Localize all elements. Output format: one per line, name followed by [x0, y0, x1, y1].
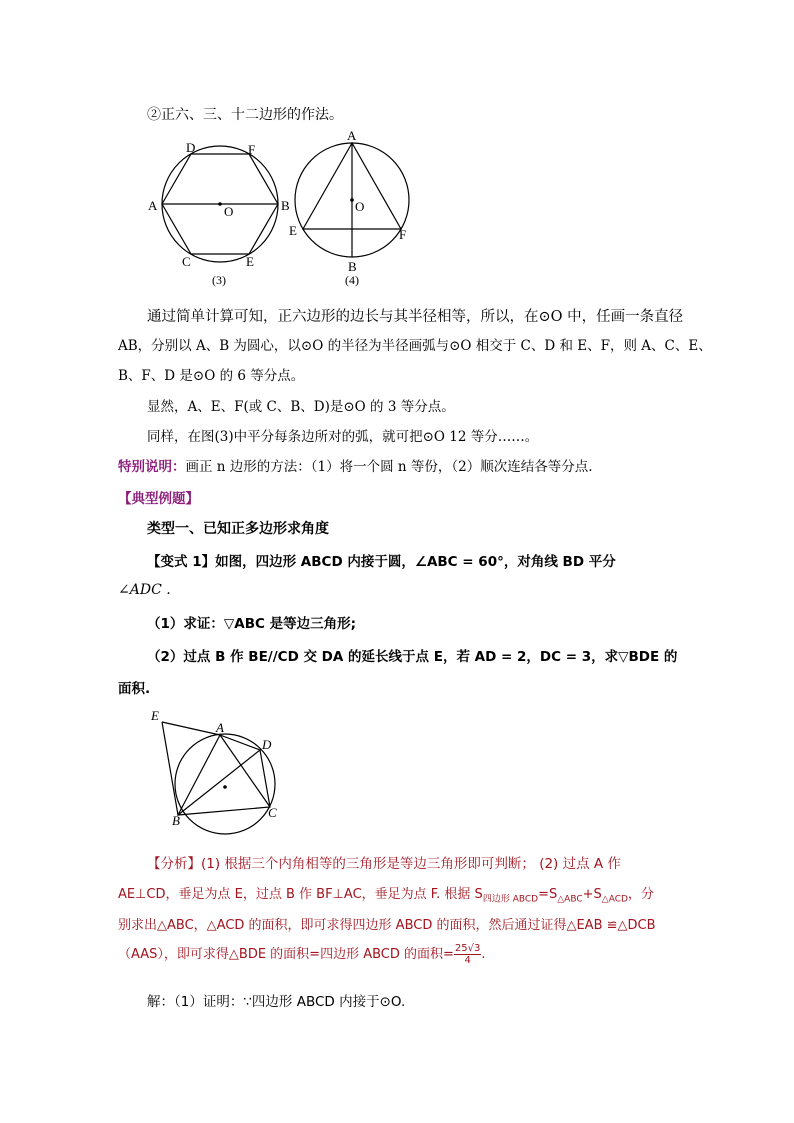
variant-line: 【变式 1】如图，四边形 ABCD 内接于圆，∠ABC = 60°，对角线 BD 平分: [147, 554, 616, 570]
fraction-denominator: 4: [464, 955, 471, 966]
example-label-C: C: [268, 805, 277, 820]
analysis-subscript: △ABC: [557, 894, 583, 905]
fraction-numerator: 25√3: [454, 943, 481, 954]
question-2: 面积.: [118, 681, 151, 697]
special-note-label: 特别说明：: [118, 459, 186, 475]
fig4-caption: (4): [345, 273, 359, 287]
paragraph-line: AB，分别以 A、B 为圆心，以⊙O 的半径为半径画弧与⊙O 相交于 C、D 和 E、F，则 A、C、E、: [118, 338, 712, 354]
fig4-label-E: E: [289, 223, 297, 238]
segment-eb: [162, 722, 178, 815]
fig3-caption: (3): [212, 273, 226, 287]
fig4-label-O: O: [355, 199, 365, 214]
paragraph-line: 通过简单计算可知，正六边形的边长与其半径相等，所以，在⊙O 中，任画一条直径: [147, 309, 684, 325]
solution-line: 解：（1）证明：∵四边形 ABCD 内接于⊙O.: [147, 994, 406, 1010]
fraction: [454, 943, 481, 966]
paragraph: 同样，在图(3)中平分每条边所对的弧，就可把⊙O 12 等分……。: [147, 429, 539, 445]
analysis-line: 别求出△ABC，△ACD 的面积，即可求得四边形 ABCD 的面积，然后通过证得△EAB ≌△DCB: [118, 918, 656, 933]
diagonal-bd: [178, 750, 260, 815]
examples-title: 【典型例题】: [118, 491, 199, 507]
figure-hexagon: [140, 138, 300, 288]
fig3-label-C: C: [182, 254, 191, 269]
analysis-line: [147, 852, 621, 872]
example-circle: [175, 734, 275, 834]
paragraph-line: B、F、D 是⊙O 的 6 等分点。: [118, 368, 305, 384]
section-heading: ②正六、三、十二边形的作法。: [147, 107, 343, 123]
analysis-subscript: 四边形 ABCD: [482, 894, 539, 905]
fig4-label-F: F: [399, 227, 407, 242]
analysis-line: [118, 943, 486, 966]
analysis-text: (1) 根据三个内角相等的三角形是等边三角形即可判断； (2) 过点 A 作: [201, 856, 621, 872]
analysis-subscript: △ACD: [601, 894, 628, 905]
analysis-text: +S: [582, 887, 602, 902]
analysis-text: =S: [538, 887, 558, 902]
analysis-label: 【分析】: [147, 856, 201, 872]
fig3-label-D: D: [186, 140, 196, 155]
question-2: （2）过点 B 作 BE//CD 交 DA 的延长线于点 E，若 AD = 2，DC = 3，求▽BDE 的: [147, 649, 678, 665]
fig3-label-E: E: [246, 254, 254, 269]
fig3-label-B: B: [281, 198, 290, 213]
example-label-B: B: [172, 813, 180, 828]
fig3-label-F: F: [248, 142, 256, 157]
analysis-text: （AAS），即可求得△BDE 的面积=四边形 ABCD 的面积=: [118, 947, 454, 962]
type-heading: 类型一、已知正多边形求角度: [147, 521, 329, 537]
paragraph: 显然，A、E、F(或 C、B、D)是⊙O 的 3 等分点。: [147, 399, 455, 415]
figure-triangle: [285, 128, 425, 288]
example-label-E: E: [151, 708, 159, 723]
question-1: （1）求证：▽ABC 是等边三角形;: [147, 616, 357, 632]
special-note: [118, 455, 593, 475]
fig3-center: [218, 202, 222, 206]
variant-line: ∠ADC .: [118, 582, 171, 598]
fig4-center: [350, 198, 354, 202]
fig4-label-B: B: [348, 259, 357, 274]
segment-ea: [162, 722, 220, 735]
analysis-line: [118, 883, 654, 905]
fig3-label-O: O: [224, 204, 234, 219]
fig3-label-A: A: [148, 198, 158, 213]
analysis-text: ，分: [627, 887, 654, 902]
figure-quadrilateral: [140, 700, 290, 835]
example-center: [223, 785, 227, 789]
example-label-A: A: [216, 720, 224, 735]
example-label-D: D: [262, 737, 272, 752]
fig4-label-A: A: [347, 128, 357, 143]
analysis-text: AE⊥CD，垂足为点 E，过点 B 作 BF⊥AC，垂足为点 F. 根据 S: [118, 887, 483, 902]
special-note-text: 画正 n 边形的方法：（1）将一个圆 n 等份，（2）顺次连结各等分点.: [185, 459, 593, 475]
analysis-text: .: [481, 947, 486, 962]
